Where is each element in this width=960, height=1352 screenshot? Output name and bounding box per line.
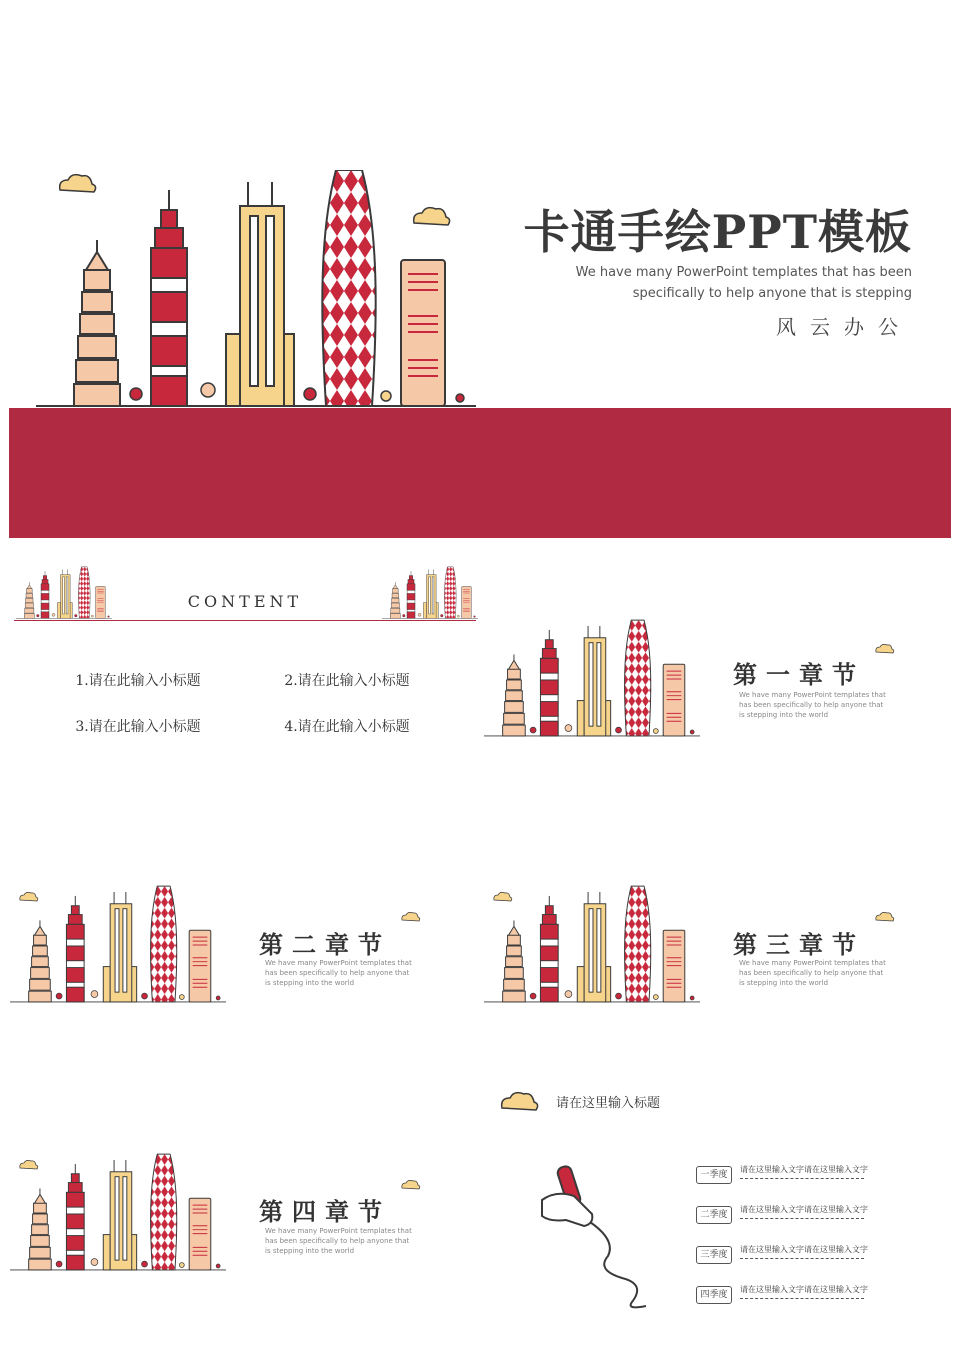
toc-item-4[interactable]: 4.请在此输入小标题 [284, 719, 410, 735]
quarter-badge: 三季度 [696, 1246, 732, 1264]
chapter3-desc: We have many PowerPoint templates that has been specifically to help anyone that is stepping into the world [739, 959, 886, 987]
dashed-divider [740, 1178, 864, 1179]
cloud-icon [400, 908, 422, 927]
chapter3-title: 第三章节 [733, 930, 865, 959]
content-skyline-left [16, 565, 112, 625]
chapter2-title: 第二章节 [259, 930, 391, 959]
quarter-text[interactable]: 请在这里输入文字请在这里输入文字 [740, 1245, 868, 1254]
dashed-divider [740, 1258, 864, 1259]
quarter-text[interactable]: 请在这里输入文字请在这里输入文字 [740, 1285, 868, 1294]
cloud-icon [18, 888, 40, 907]
quarter-badge: 一季度 [696, 1166, 732, 1184]
cloud-icon [874, 640, 896, 659]
cloud-icon [498, 1090, 542, 1118]
quarter-badge: 四季度 [696, 1286, 732, 1304]
cloud-icon [400, 1176, 422, 1195]
cover-title: 卡通手绘PPT模板 [523, 205, 912, 259]
chapter2-desc: We have many PowerPoint templates that has been specifically to help anyone that is stepping into the world [265, 959, 412, 987]
chapter1-desc: We have many PowerPoint templates that has been specifically to help anyone that is stepping into the world [739, 691, 886, 719]
quarter-row-3 [696, 1244, 876, 1266]
cover-author: 风云办公 [776, 315, 912, 339]
content-title: CONTENT [187, 592, 303, 611]
cloud-icon [874, 908, 896, 927]
chapter3-skyline [484, 884, 700, 1006]
pen-hand-icon [536, 1160, 666, 1314]
chapter4-title: 第四章节 [259, 1197, 391, 1226]
cover-subtitle [532, 262, 912, 304]
toc-item-3[interactable]: 3.请在此输入小标题 [75, 719, 201, 735]
quarter-text[interactable]: 请在这里输入文字请在这里输入文字 [740, 1205, 868, 1214]
quarter-row-4 [696, 1284, 876, 1306]
cover-subtitle-line2: specifically to help anyone that is stepping [632, 286, 912, 301]
dashed-divider [740, 1218, 864, 1219]
quarter-row-1 [696, 1164, 876, 1186]
cloud-icon [18, 1156, 40, 1175]
content-skyline-right [382, 565, 478, 625]
cover-red-band [9, 408, 951, 538]
chapter1-title: 第一章节 [733, 660, 865, 689]
quarter-text[interactable]: 请在这里输入文字请在这里输入文字 [740, 1165, 868, 1174]
cover-slide [0, 0, 960, 540]
cloud-icon [410, 205, 454, 233]
cloud-icon [492, 888, 514, 907]
chapter2-skyline [10, 884, 226, 1006]
toc-item-2[interactable]: 2.请在此输入小标题 [284, 673, 410, 689]
content-divider [14, 620, 476, 621]
cloud-icon [56, 172, 100, 200]
last-slide-title: 请在这里输入标题 [556, 1096, 661, 1111]
quarter-badge: 二季度 [696, 1206, 732, 1224]
chapter1-skyline [484, 618, 700, 740]
cover-subtitle-line1: We have many PowerPoint templates that has been [575, 265, 912, 280]
chapter4-skyline [10, 1152, 226, 1274]
dashed-divider [740, 1298, 864, 1299]
quarter-row-2 [696, 1204, 876, 1226]
chapter4-desc: We have many PowerPoint templates that has been specifically to help anyone that is stepping into the world [265, 1227, 412, 1255]
toc-item-1[interactable]: 1.请在此输入小标题 [75, 673, 201, 689]
